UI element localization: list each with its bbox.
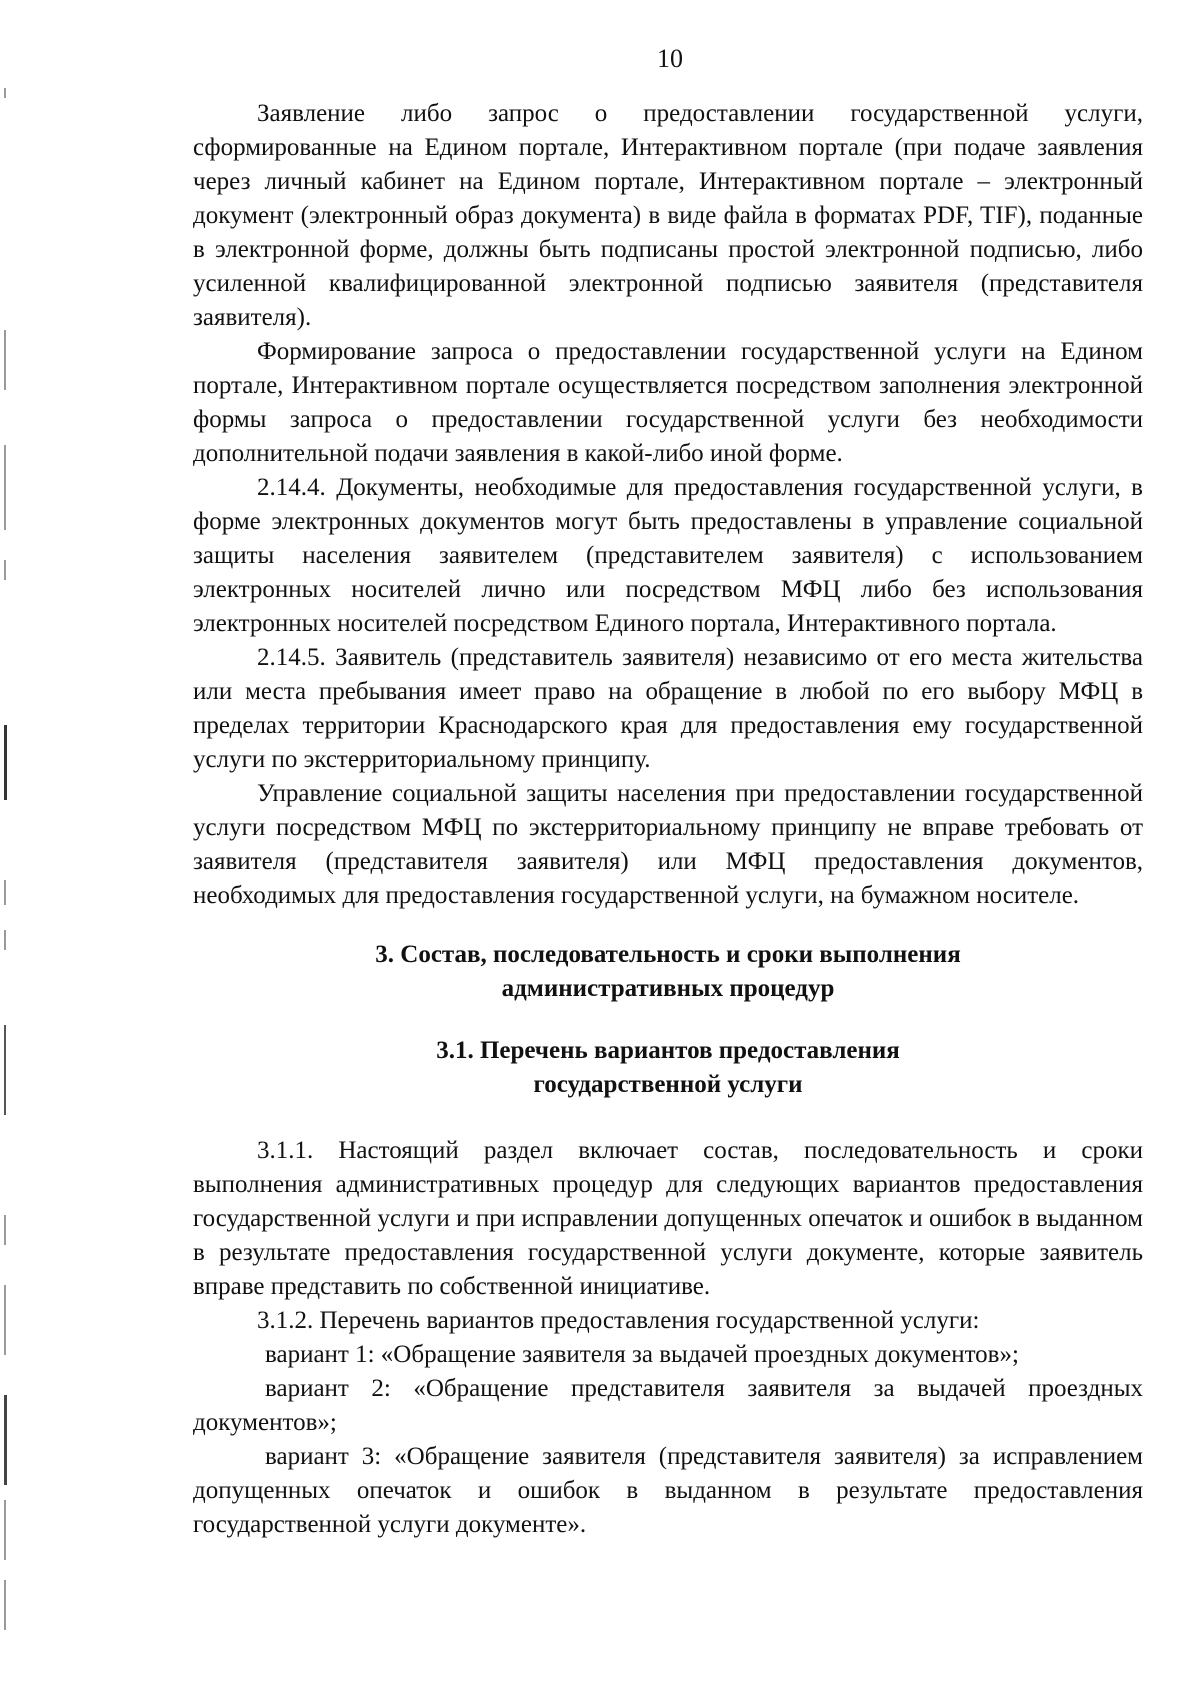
paragraph-extraterritorial: Управление социальной защиты населения при предоставлении государственной услуги посредством МФЦ по экстерриториальному принципу не вправе требовать от заявителя (представителя заявителя) или МФЦ предоставления документов, необходимых для предоставления государственной услуги, на бумажном носителе. [193,780,1143,909]
document-body [193,97,1143,1542]
section-heading-line-1: 3. Состав, последовательность и сроки выполнения [375,941,961,968]
section-heading-line-2: административных процедур [501,975,835,1002]
paragraph-request-formation: Формирование запроса о предоставлении государственной услуги на Едином портале, Интерактивном портале осуществляется посредством заполнения электронной формы запроса о предоставлении государственной услуги без необходимости дополнительной подачи заявления в какой-либо иной форме. [193,338,1143,467]
variant-item-2: вариант 2: «Обращение представителя заявителя за выдачей проездных документов»; [193,1375,1143,1436]
paragraph-3-1-1: 3.1.1. Настоящий раздел включает состав, последовательность и сроки выполнения административных процедур для следующих вариантов предоставления государственной услуги и при исправлении допущенных опечаток и ошибок в выданном в результате предоставления государственной услуги документе, которые заявитель вправе представить по собственной инициативе. [193,1137,1143,1300]
page-number: 10 [657,44,683,73]
subsection-heading-line-1: 3.1. Перечень вариантов предоставления [436,1037,900,1064]
subsection-heading-line-2: государственной услуги [533,1071,803,1098]
paragraph-2-14-4: 2.14.4. Документы, необходимые для предоставления государственной услуги, в форме электронных документов могут быть предоставлены в управление социальной защиты населения заявителем (представителем заявителя) с использованием электронных носителей лично или посредством МФЦ либо без использования электронных носителей посредством Единого портала, Интерактивного портала. [193,474,1143,637]
variant-item-1: вариант 1: «Обращение заявителя за выдачей проездных документов»; [265,1341,1019,1368]
subsection-heading [193,1034,1143,1102]
section-heading [193,938,1143,1006]
scan-artifacts [0,0,40,1697]
paragraph-2-14-5: 2.14.5. Заявитель (представитель заявителя) независимо от его места жительства или места пребывания имеет право на обращение в любой по его выбору МФЦ в пределах территории Краснодарского края для предоставления ему государственной услуги по экстерриториальному принципу. [193,644,1143,773]
paragraph-application-signature: Заявление либо запрос о предоставлении государственной услуги, сформированные на Едином портале, Интерактивном портале (при подаче заявления через личный кабинет на Едином портале, Интерактивном портале – электронный документ (электронный образ документа) в виде файла в форматах PDF, TIF), поданные в электронной форме, должны быть подписаны простой электронной подписью, либо усиленной квалифицированной электронной подписью заявителя (представителя заявителя). [193,100,1143,331]
paragraph-3-1-2: 3.1.2. Перечень вариантов предоставления государственной услуги: [257,1307,980,1334]
variant-item-3: вариант 3: «Обращение заявителя (представителя заявителя) за исправлением допущенных опечаток и ошибок в выданном в результате предоставления государственной услуги документе». [193,1443,1143,1538]
